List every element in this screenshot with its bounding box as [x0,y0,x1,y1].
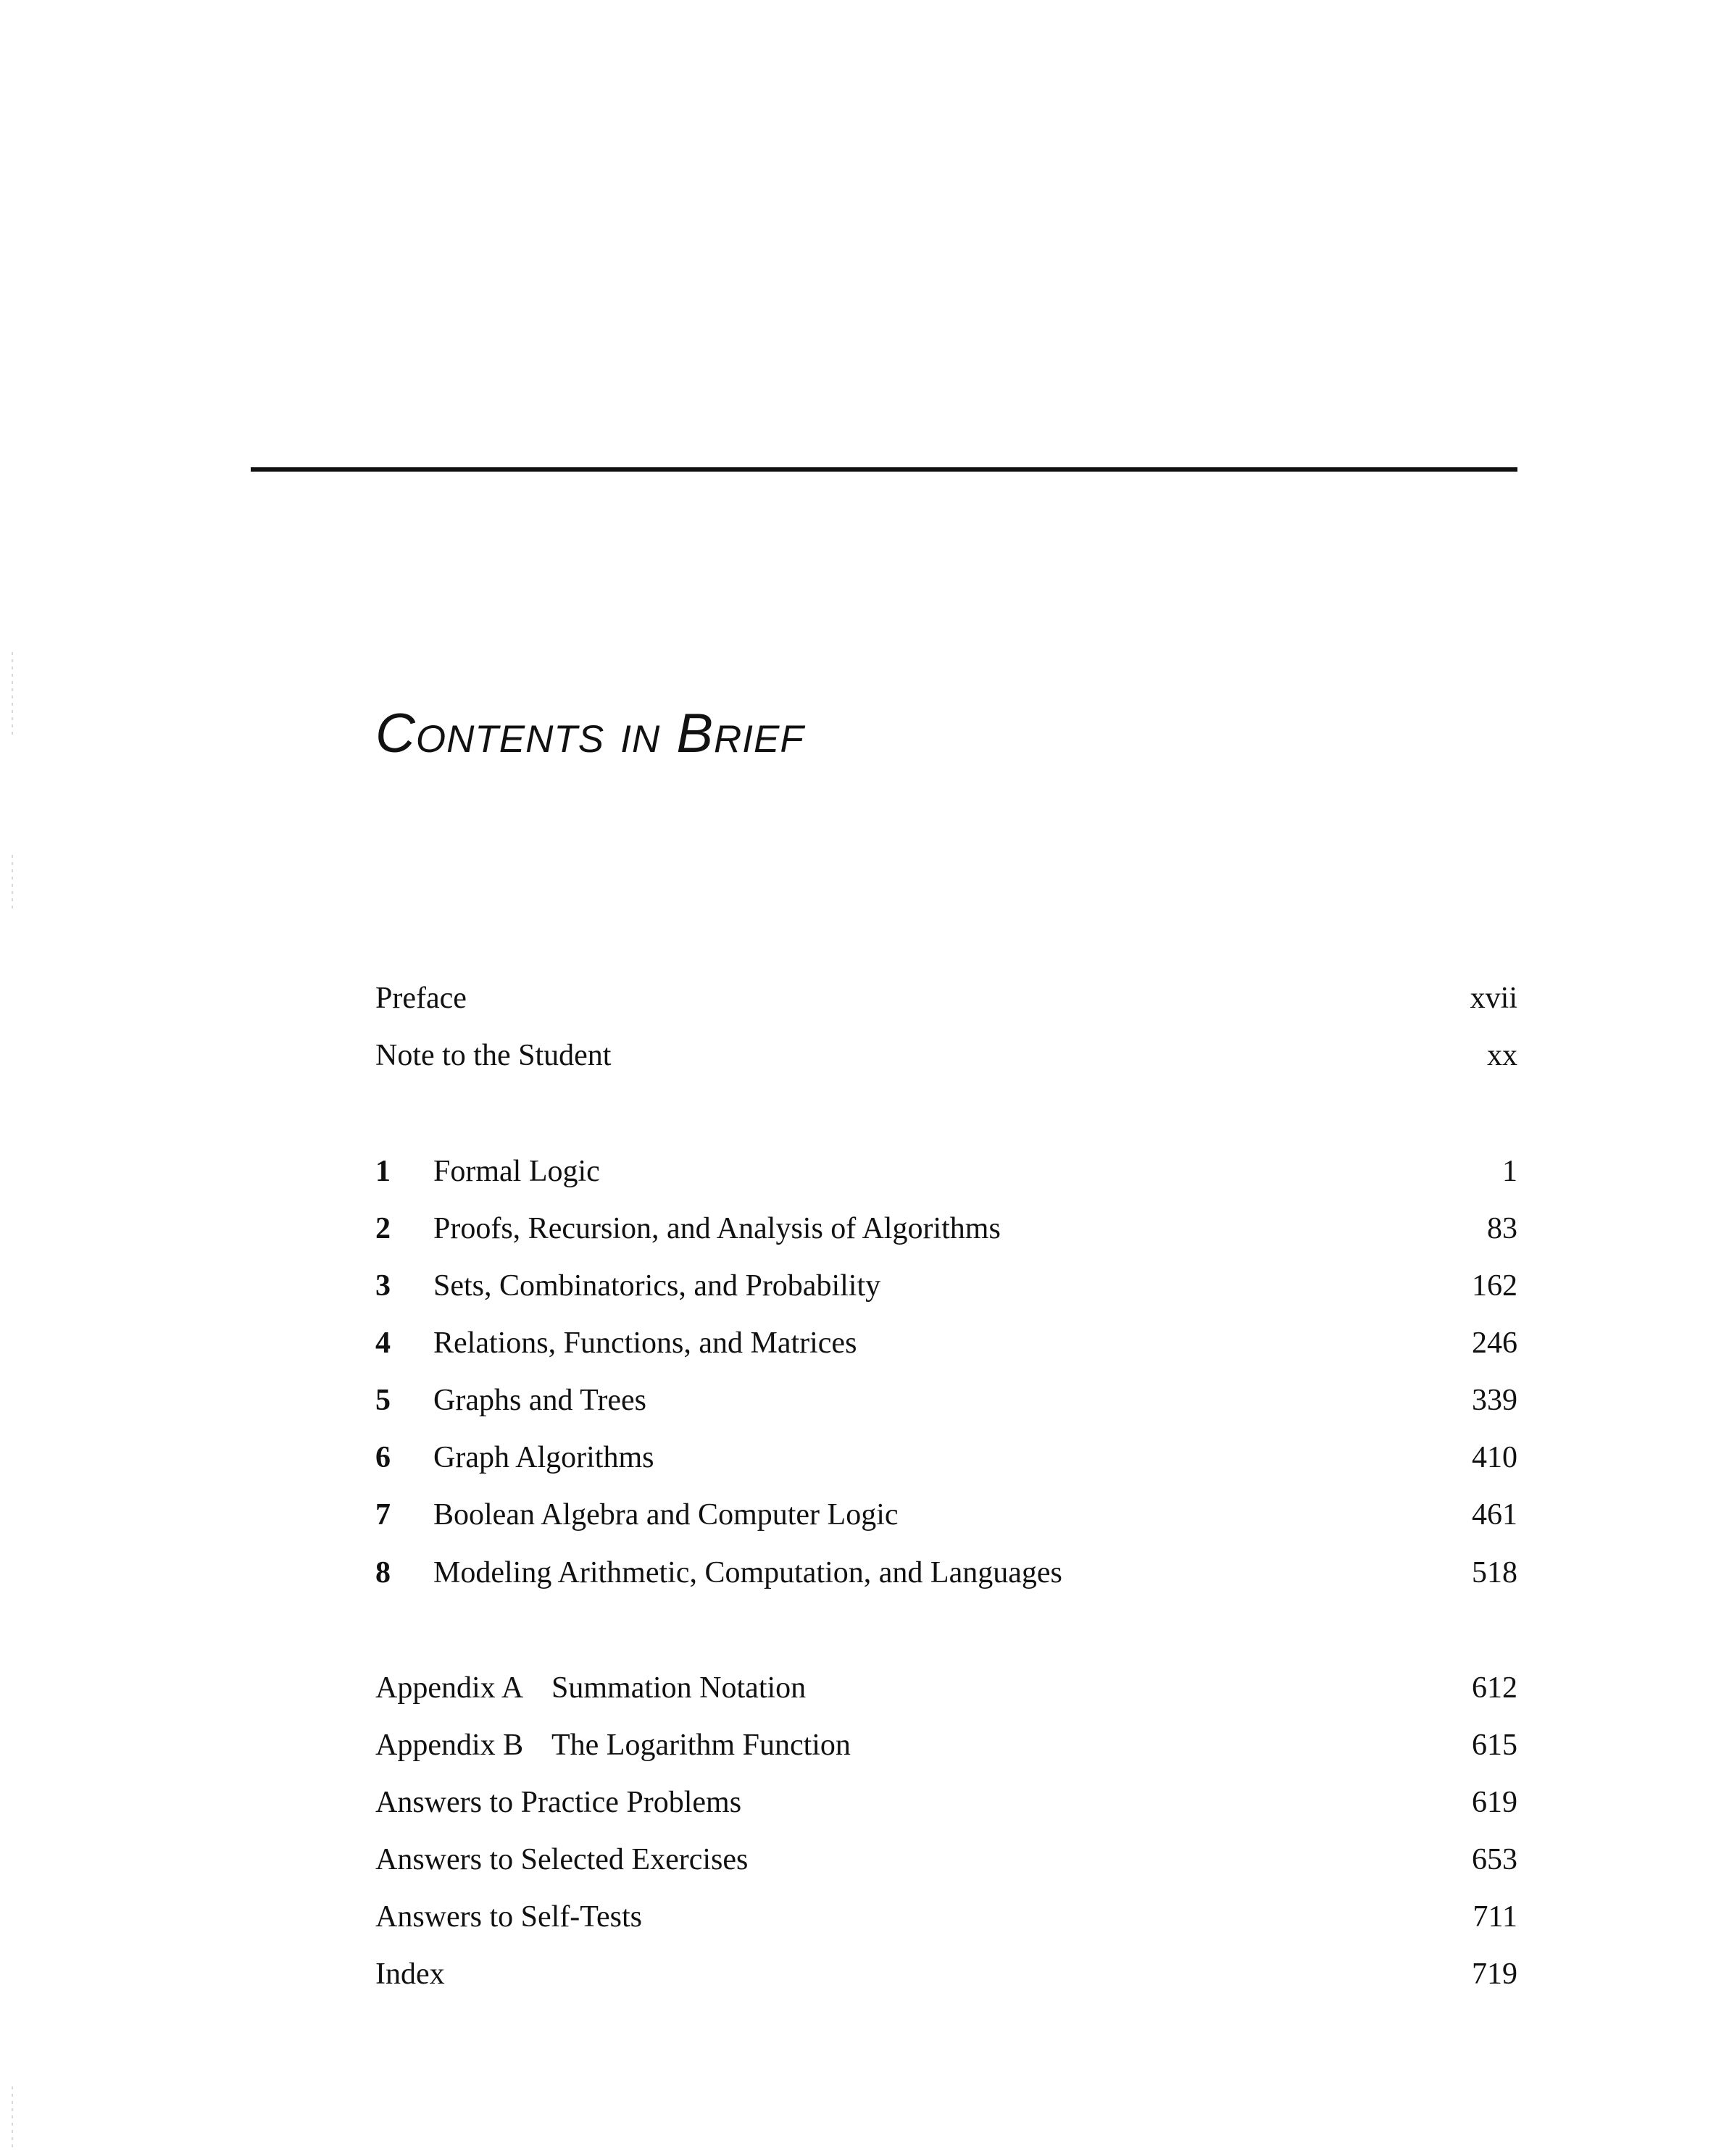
toc-entry-label: Sets, Combinatorics, and Probability [433,1269,881,1303]
toc-entry-chapter-7[interactable] [375,1493,1517,1537]
toc-entry-appendix-b[interactable] [375,1723,1517,1767]
toc-entry-chapter-4[interactable] [375,1321,1517,1365]
toc-entry-page: 711 [1473,1900,1517,1934]
toc-entry-label: Proofs, Recursion, and Analysis of Algorithms [433,1212,1001,1245]
toc-entry-chapter-2[interactable] [375,1207,1517,1250]
toc-entry-page: 619 [1472,1786,1517,1819]
toc-entry-label: Graph Algorithms [433,1441,654,1474]
toc-entry-label: Formal Logic [433,1155,600,1188]
toc-entry-page: 461 [1472,1498,1517,1532]
toc-entry-page: 615 [1472,1729,1517,1762]
toc-entry-label: Graphs and Trees [433,1384,646,1417]
chapter-number: 8 [375,1556,391,1589]
chapter-number: 7 [375,1498,391,1532]
toc-entry-chapter-5[interactable] [375,1379,1517,1422]
toc-entry-page: xx [1487,1039,1517,1072]
chapter-number: 3 [375,1269,391,1303]
toc-entry-index[interactable] [375,1952,1517,1996]
toc-entry-label: Answers to Selected Exercises [375,1843,749,1876]
toc-entry-appendix-a[interactable] [375,1666,1517,1710]
toc-entry-note-to-student[interactable] [375,1034,1517,1077]
toc-entry-page: 339 [1472,1384,1517,1417]
toc-entry-label: The Logarithm Function [551,1729,851,1762]
chapter-number: 5 [375,1384,391,1417]
header-rule [251,467,1517,472]
toc-entry-label: Boolean Algebra and Computer Logic [433,1498,899,1532]
appendix-prefix: Appendix A [375,1671,524,1705]
toc-entry-page: 518 [1472,1556,1517,1589]
toc-entry-label: Modeling Arithmetic, Computation, and Languages [433,1556,1062,1589]
toc-entry-label: Answers to Self-Tests [375,1900,643,1934]
chapter-number: 2 [375,1212,391,1245]
toc-entry-page: 410 [1472,1441,1517,1474]
chapter-number: 4 [375,1326,391,1360]
toc-entry-page: xvii [1470,982,1517,1015]
toc-entry-label: Index [375,1957,445,1991]
toc-entry-page: 83 [1487,1212,1517,1245]
toc-entry-page: 162 [1472,1269,1517,1303]
toc-entry-page: 1 [1502,1155,1517,1188]
chapter-number: 6 [375,1441,391,1474]
toc-entry-chapter-3[interactable] [375,1264,1517,1308]
chapter-number: 1 [375,1155,391,1188]
toc-entry-label: Relations, Functions, and Matrices [433,1326,857,1360]
toc-entry-answers-self-tests[interactable] [375,1895,1517,1939]
toc-entry-chapter-6[interactable] [375,1436,1517,1479]
appendix-prefix: Appendix B [375,1729,524,1762]
toc-entry-page: 719 [1472,1957,1517,1991]
toc-entry-label: Preface [375,982,467,1015]
scan-margin-marks [12,2086,13,2152]
toc-entry-label: Note to the Student [375,1039,612,1072]
toc-entry-page: 653 [1472,1843,1517,1876]
toc-entry-chapter-8[interactable] [375,1551,1517,1595]
scan-margin-marks [12,855,13,913]
toc-entry-page: 246 [1472,1326,1517,1360]
toc-entry-answers-exercises[interactable] [375,1838,1517,1881]
scan-margin-marks [12,652,13,739]
toc-entry-page: 612 [1472,1671,1517,1705]
toc-entry-answers-practice[interactable] [375,1781,1517,1824]
toc-entry-chapter-1[interactable] [375,1150,1517,1193]
toc-entry-label: Summation Notation [551,1671,807,1705]
toc-entry-preface[interactable] [375,977,1517,1020]
page-title: Contents in Brief [375,702,804,764]
toc-entry-label: Answers to Practice Problems [375,1786,742,1819]
